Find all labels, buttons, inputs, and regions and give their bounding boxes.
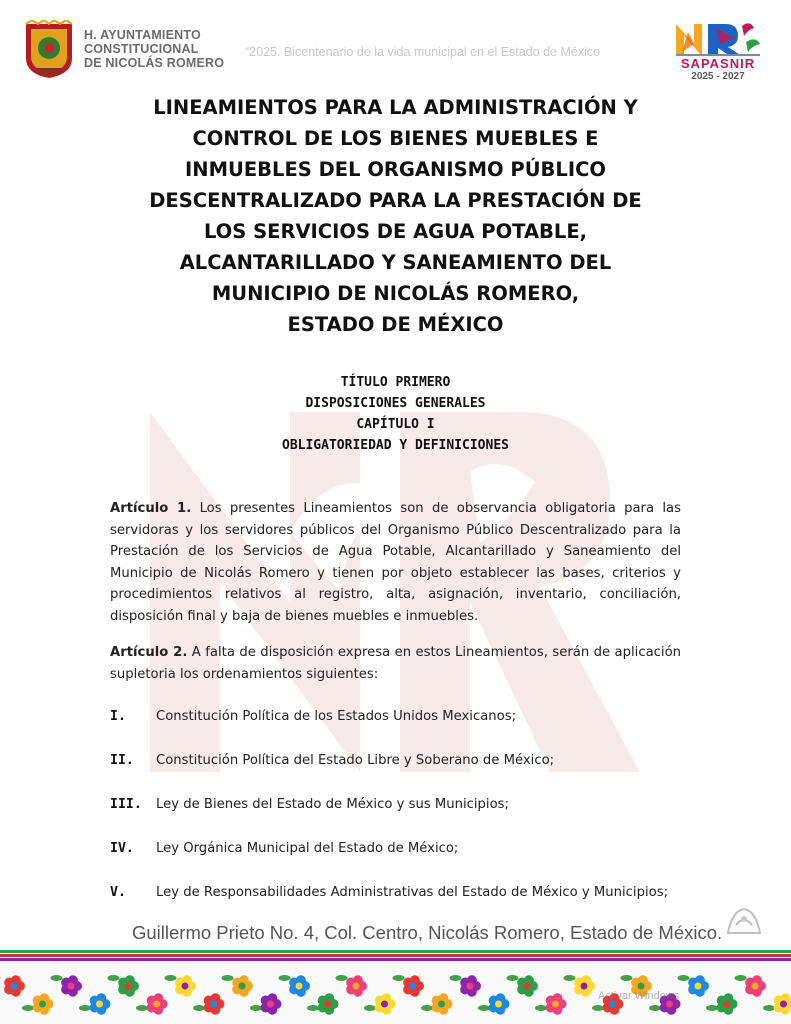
- list-item-text: Constitución Política del Estado Libre y Soberano de México;: [156, 753, 555, 768]
- flower-center: [581, 983, 588, 990]
- flower-center: [324, 1001, 331, 1008]
- flower-center: [296, 983, 303, 990]
- flower-leaf: [336, 975, 348, 981]
- flower-center: [695, 983, 702, 990]
- org-line: CONSTITUCIONAL: [84, 42, 199, 56]
- flower-leaf: [621, 975, 633, 981]
- org-line: DE NICOLÁS ROMERO: [84, 56, 225, 70]
- flower-leaf: [165, 975, 177, 981]
- footer-address: Guillermo Prieto No. 4, Col. Centro, Nicolás Romero, Estado de México.: [132, 922, 723, 943]
- flower-leaf: [222, 975, 234, 981]
- flower-leaf: [307, 1005, 319, 1011]
- title-line: DESCENTRALIZADO PARA LA PRESTACIÓN DE: [149, 189, 642, 212]
- flower-center: [381, 1001, 388, 1008]
- document-title: [110, 92, 681, 340]
- flower-leaf: [136, 1005, 148, 1011]
- article-text: Los presentes Lineamientos son de observancia obligatoria para las servidoras y los servidores públicos del Organismo Público Descentralizado para la Prestación de los Servicios de Agua Potable, Alcantarillado y Saneamiento del Municipio de Nicolás Romero y tienen por objeto establecer las bases, criterios y procedimientos relativos al registro, alta, asignación, inventario, conciliación, disposición final y baja de bienes muebles e inmuebles.: [110, 501, 681, 624]
- brand-years: 2025 - 2027: [691, 71, 745, 82]
- title-number: TÍTULO PRIMERO: [340, 375, 451, 390]
- flower-center: [68, 983, 75, 990]
- list-item-number: IV.: [110, 841, 134, 856]
- list-item-number: V.: [110, 885, 126, 900]
- supplementary-laws-list: [110, 706, 681, 926]
- flower-leaf: [450, 975, 462, 981]
- list-item-text: Ley Orgánica Municipal del Estado de México;: [156, 841, 459, 856]
- flower-leaf: [735, 975, 747, 981]
- flower-center: [438, 1001, 445, 1008]
- flower-leaf: [706, 1005, 718, 1011]
- flower-center: [210, 1001, 217, 1008]
- flower-leaf: [193, 1005, 205, 1011]
- title-line: LINEAMIENTOS PARA LA ADMINISTRACIÓN Y: [153, 96, 638, 119]
- municipal-seal-icon: [22, 20, 76, 80]
- flower-leaf: [678, 975, 690, 981]
- list-item: [110, 706, 681, 750]
- list-item-text: Ley de Bienes del Estado de México y sus Municipios;: [156, 797, 509, 812]
- list-item: [110, 794, 681, 838]
- flower-leaf: [763, 1005, 775, 1011]
- article-label: Artículo 2.: [110, 645, 188, 660]
- flower-leaf: [393, 975, 405, 981]
- footer-emblem-icon: [722, 903, 766, 939]
- flower-leaf: [22, 1005, 34, 1011]
- flower-center: [96, 1001, 103, 1008]
- list-item: [110, 750, 681, 794]
- title-line: ALCANTARILLADO Y SANEAMIENTO DEL: [179, 251, 612, 274]
- flower-center: [723, 1001, 730, 1008]
- flower-center: [267, 1001, 274, 1008]
- stripe-red: [0, 954, 791, 957]
- footer-color-stripes: [0, 950, 791, 964]
- flower-leaf: [79, 1005, 91, 1011]
- list-item-number: I.: [110, 709, 126, 724]
- flower-center: [410, 983, 417, 990]
- org-line: H. AYUNTAMIENTO: [84, 28, 201, 42]
- chapter-name: OBLIGATORIEDAD Y DEFINICIONES: [282, 438, 509, 453]
- flower-leaf: [364, 1005, 376, 1011]
- title-name: DISPOSICIONES GENERALES: [305, 396, 486, 411]
- flower-leaf: [279, 975, 291, 981]
- flower-leaf: [51, 975, 63, 981]
- list-item-number: II.: [110, 753, 134, 768]
- flower-center: [11, 983, 18, 990]
- flower-leaf: [421, 1005, 433, 1011]
- flower-center: [125, 983, 132, 990]
- flower-center: [524, 983, 531, 990]
- list-item: [110, 882, 681, 926]
- flower-center: [182, 983, 189, 990]
- article-1: [110, 498, 681, 627]
- flower-center: [239, 983, 246, 990]
- activate-windows-overlay: Activar Windows: [598, 990, 680, 1002]
- flower-leaf: [564, 975, 576, 981]
- flower-center: [467, 983, 474, 990]
- title-line: MUNICIPIO DE NICOLÁS ROMERO,: [211, 282, 580, 305]
- stripe-green: [0, 950, 791, 953]
- flower-leaf: [108, 975, 120, 981]
- title-line: LOS SERVICIOS DE AGUA POTABLE,: [203, 220, 588, 243]
- chapter-number: CAPÍTULO I: [356, 417, 435, 432]
- flower-leaf: [592, 1005, 604, 1011]
- title-line: CONTROL DE LOS BIENES MUEBLES E: [192, 127, 599, 150]
- flower-leaf: [250, 1005, 262, 1011]
- list-item-number: III.: [110, 797, 142, 812]
- list-item-text: Ley de Responsabilidades Administrativas del Estado de México y Municipios;: [156, 885, 669, 900]
- flower-leaf: [649, 1005, 661, 1011]
- flower-leaf: [535, 1005, 547, 1011]
- flower-leaf: [507, 975, 519, 981]
- flower-center: [153, 1001, 160, 1008]
- stripe-purple: [0, 958, 791, 961]
- section-heading: [110, 372, 681, 456]
- article-2: [110, 642, 681, 685]
- header-motto: “2025. Bicentenario de la vida municipal en el Estado de México: [245, 45, 601, 59]
- flower-leaf: [478, 1005, 490, 1011]
- flower-center: [780, 1001, 787, 1008]
- list-item-text: Constitución Política de los Estados Unidos Mexicanos;: [156, 709, 517, 724]
- flower-center: [552, 1001, 559, 1008]
- title-line: ESTADO DE MÉXICO: [287, 313, 504, 336]
- article-text: A falta de disposición expresa en estos Lineamientos, serán de aplicación supletoria los ordenamientos siguientes:: [110, 645, 681, 682]
- flower-center: [495, 1001, 502, 1008]
- flower-center: [39, 1001, 46, 1008]
- page-header: [0, 0, 791, 92]
- list-item: [110, 838, 681, 882]
- flower-center: [638, 983, 645, 990]
- organization-name: [84, 28, 224, 70]
- flower-center: [353, 983, 360, 990]
- article-label: Artículo 1.: [110, 501, 192, 516]
- brand-name: SAPASNIR: [680, 56, 756, 71]
- title-line: INMUEBLES DEL ORGANISMO PÚBLICO: [185, 158, 606, 181]
- flower-center: [752, 983, 759, 990]
